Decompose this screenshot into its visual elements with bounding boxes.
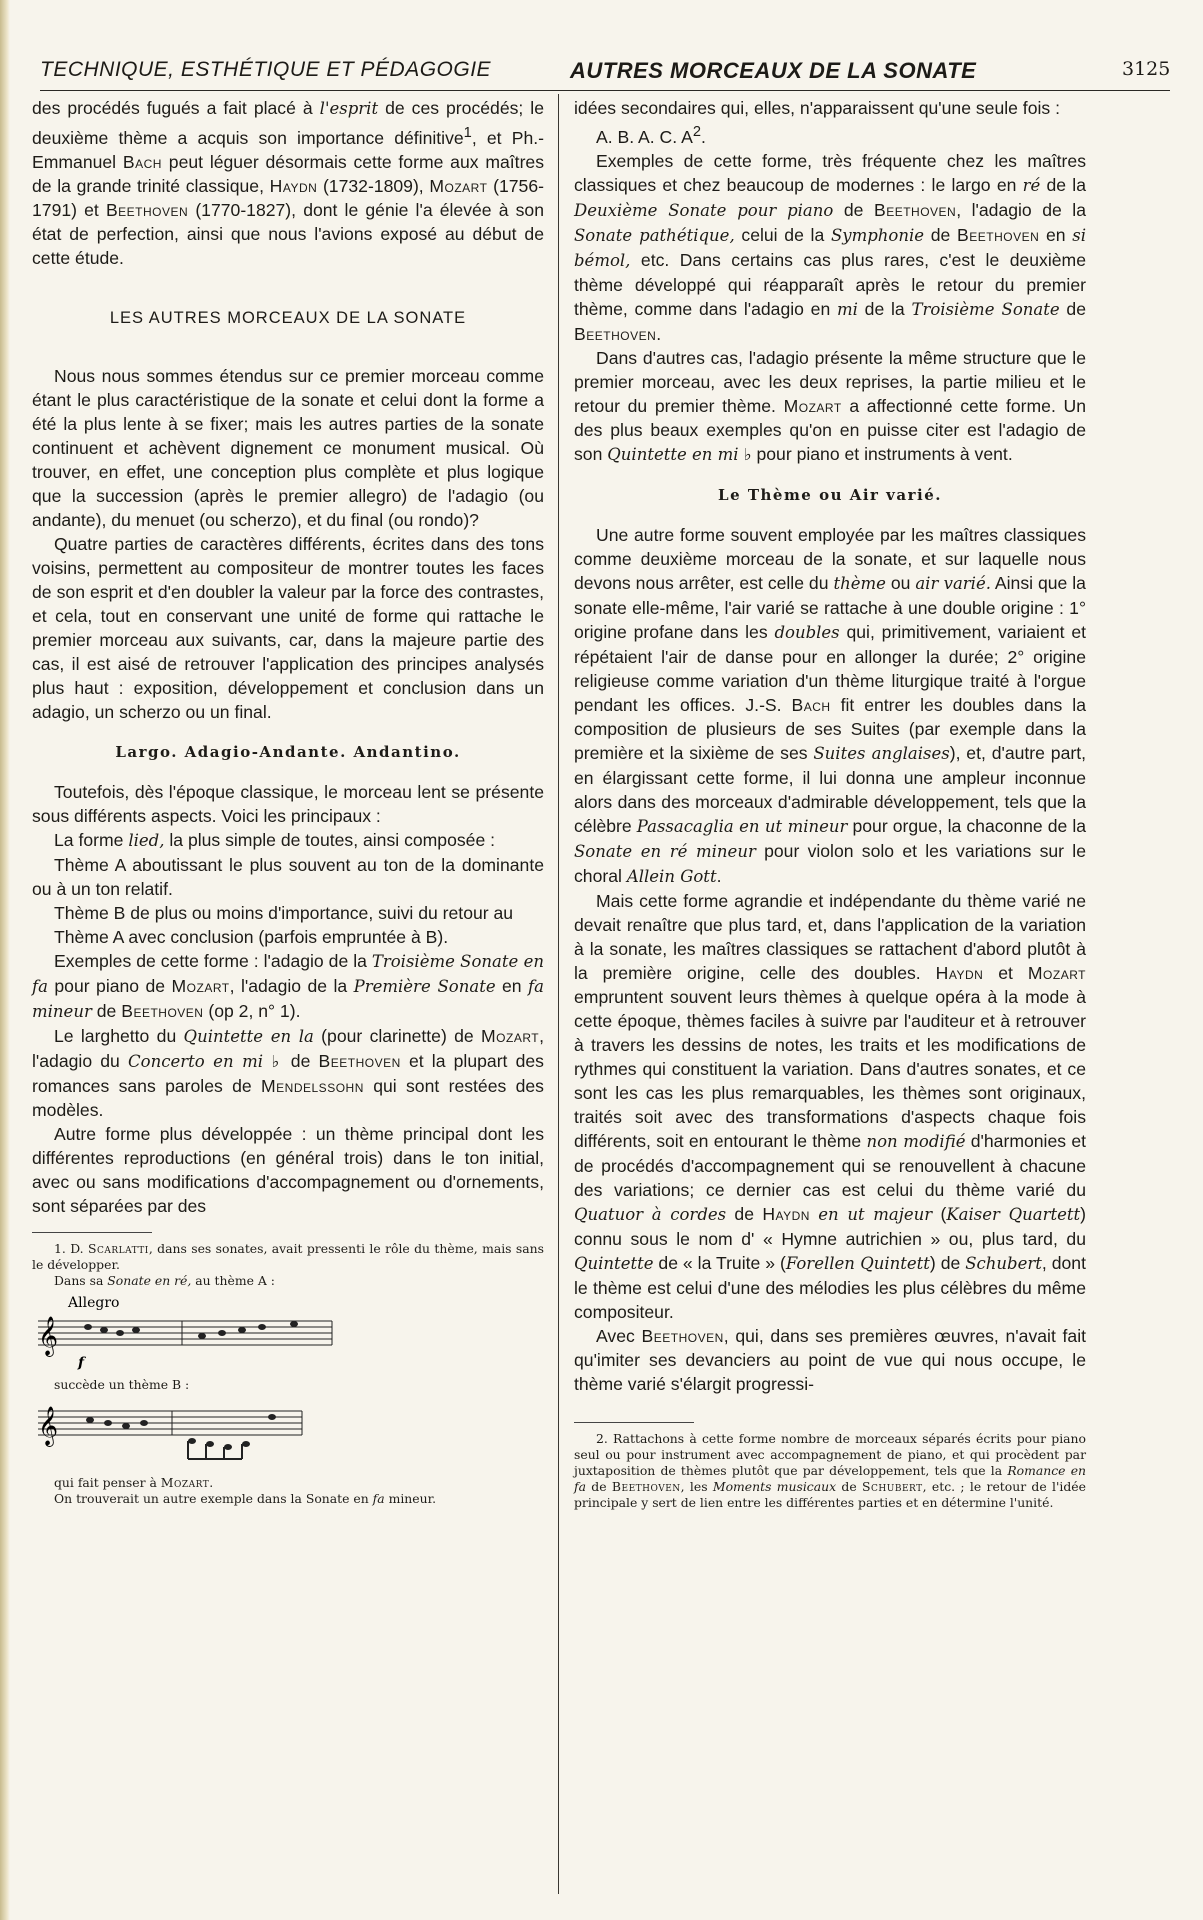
header-left-title: TECHNIQUE, ESTHÉTIQUE ET PÉDAGOGIE: [40, 58, 492, 81]
paragraph: Une autre forme souvent employée par les maîtres classiques comme deuxième morceau de la sonate, et sur laquelle nous devons nous arrêter, est celle du thème ou air varié. Ainsi que la sonate elle-même, l'air varié se rattache à une double origine : 1° origine profane dans les doubles qui, primitivement, variaient et répétaient l'air de danse pour en allonger la durée; 2° origine religieuse comme variation d'un thème liturgique traité à l'orgue pendant les offices. J.-S. Bach fit entrer les doubles dans la composition de plusieurs de ses Suites (par exemple dans la première et la sixième de ses Suites anglaises), et, d'autre part, en élargissant cette forme, il lui donna une ampleur inconnue alors dans des morceaux d'admirable développement, tels que la célèbre Passacaglia en ut mineur pour orgue, la chaconne de la Sonate en ré mineur pour violon solo et les variations sur le choral Allein Gott.: [574, 524, 1087, 886]
paragraph: Dans d'autres cas, l'adagio présente la même structure que le premier morceau, avec les deux reprises, la partie milieu et le retour du premier thème. Mozart a affectionné cette forme. Un des plus beaux exemples qu'on en puisse citer est l'adagio de son Quintette en mi ♭ pour piano et instruments à vent.: [574, 347, 1086, 464]
footnote: succède un thème B :: [54, 1376, 190, 1392]
footnote: On trouverait un autre exemple dans la Sonate en fa mineur.: [54, 1490, 437, 1506]
paragraph: La forme lied, la plus simple de toutes, ainsi composée :: [54, 829, 496, 850]
paragraph: Avec Beethoven, qui, dans ses premières œuvres, n'avait fait qu'imiter ses devanciers au point de vue qui nous occupe, le thème varié s'élargit progressi-: [574, 1325, 1087, 1394]
paragraph: Thème B de plus ou moins d'importance, suivi du retour au: [54, 902, 514, 923]
binding-edge: [0, 0, 10, 1920]
paragraph: Exemples de cette forme, très fréquente chez les maîtres classiques et chez beaucoup de modernes : le largo en ré de la Deuxième Sonate pour piano de Beethoven, l'adagio de la Sonate pathétique, celui de la Symphonie de Beethoven en si bémol, etc. Dans certains cas plus rares, c'est le deuxième thème développé qui réapparaît après le retour du premier thème, comme dans l'adagio en mi de la Troisième Sonate de Beethoven.: [574, 150, 1086, 344]
right-column: [574, 96, 1086, 1511]
footnote: qui fait penser à Mozart.: [54, 1474, 214, 1490]
footnote: Dans sa Sonate en ré, au thème A :: [54, 1272, 275, 1288]
footnote: 2. Rattachons à cette forme nombre de morceaux séparés écrits pour piano seul ou pour instrument avec accompagnement de piano, et qui procèdent par juxtaposition de thèmes plutôt que par développement, tels que la Romance en fa de Beethoven, les Moments musicaux de Schubert, etc. ; le retour de l'idée principale y sert de lien entre les différentes parties et en détermine l'unité.: [574, 1430, 1087, 1510]
dynamic-marking: f: [78, 1354, 85, 1371]
paragraph: Exemples de cette forme : l'adagio de la Troisième Sonate en fa pour piano de Mozart, l'adagio de la Première Sonate en fa mineur de Beethoven (op 2, n° 1).: [32, 950, 544, 1021]
page-number: 3125: [1122, 58, 1171, 80]
paragraph: Toutefois, dès l'époque classique, le morceau lent se présente sous différents aspects. Voici les principaux :: [32, 781, 544, 826]
tempo-marking: Allegro: [68, 1294, 120, 1311]
column-divider: [558, 94, 559, 1894]
paragraph: Quatre parties de caractères différents, écrites dans des tons voisins, permettent au compositeur de montrer toutes les faces de son esprit et d'en doubler la valeur par la force des contrastes, et cela, tout en conservant une unité de forme qui rattache le premier morceau aux suivants, car, dans la majeure partie des cas, il est aisé de retrouver l'application des principes analysés plus haut : exposition, développement et conclusion dans un adagio, un scherzo ou un final.: [32, 533, 544, 722]
subsection-title: Largo. Adagio-Andante. Andantino.: [115, 742, 461, 761]
subsection-title: Le Thème ou Air varié.: [718, 485, 942, 504]
paragraph: Thème A aboutissant le plus souvent au ton de la dominante ou à un ton relatif.: [32, 854, 544, 899]
running-header: [40, 58, 1170, 88]
header-rule: [40, 90, 1170, 91]
footnote-rule: [32, 1232, 152, 1233]
left-column: [32, 96, 544, 1507]
paragraph: Thème A avec conclusion (parfois empruntée à B).: [54, 926, 449, 947]
paragraph: Nous nous sommes étendus sur ce premier morceau comme étant le plus caractéristique de la sonate et celui dont la forme a été la plus lente à se fixer; mais les autres parties de la sonate continuent et achèvent dignement ce monument musical. Où trouver, en effet, une conception plus complète et plus logique que la succession (après le premier allegro) de l'adagio (ou andante), du menuet (ou scherzo), et du final (ou rondo)?: [32, 365, 544, 530]
paragraph: des procédés fugués a fait placé à l'esprit de ces procédés; le deuxième thème a acquis son importance définitive$^1$, et Ph.-Emmanuel Bach peut léguer désormais cette forme aux maîtres de la grande trinité classique, Haydn (1732-1809), Mozart (1756-1791) et Beethoven (1770-1827), dont le génie l'a élevée à son état de perfection, ainsi que nous l'avions exposé au début de cette étude.: [32, 98, 545, 268]
header-right-title: AUTRES MORCEAUX DE LA SONATE: [570, 58, 977, 83]
music-example-theme-a: [32, 1293, 342, 1371]
music-example-theme-b: [32, 1397, 342, 1469]
footnote: 1. D. Scarlatti, dans ses sonates, avait pressenti le rôle du thème, mais sans le développer.: [32, 1240, 544, 1272]
paragraph: Autre forme plus développée : un thème principal dont les différentes reproductions (en général trois) dans le ton initial, avec ou sans modifications d'accompagnement ou d'ornements, sont séparées par des: [32, 1123, 544, 1216]
treble-clef-icon: 𝄞: [38, 1315, 59, 1356]
paragraph: A. B. A. C. $A^2$.: [596, 124, 706, 147]
section-title: LES AUTRES MORCEAUX DE LA SONATE: [109, 308, 467, 327]
paragraph: idées secondaires qui, elles, n'apparaissent qu'une seule fois :: [574, 98, 1060, 118]
footnote-rule: [574, 1422, 694, 1423]
paragraph: Mais cette forme agrandie et indépendante du thème varié ne devait renaître que plus tard, et, dans l'application de la variation à la sonate, les maîtres classiques se rattachent d'abord plutôt à la première origine, celle des doubles. Haydn et Mozart empruntent souvent leurs thèmes à quelque opéra à la mode à cette époque, thèmes faciles à suivre par l'auditeur et à retrouver à travers les dessins de notes, les traits et les modifications de rythmes qui constituent la variation. Dans d'autres sonates, et ce sont les cas les plus remarquables, les thèmes sont originaux, traités soit avec des transformations d'aspects chaque fois différents, soit en entourant le thème non modifié d'harmonies et de procédés d'accompagnement qui se renouvellent à chacune des variations; ce dernier cas est celui du thème varié du Quatuor à cordes de Haydn en ut majeur (Kaiser Quartett) connu sous le nom d' « Hymne autrichien » ou, plus tard, du Quintette de « la Truite » (Forellen Quintett) de Schubert, dont le thème est celui d'une des mélodies les plus célèbres du même compositeur.: [574, 890, 1086, 1322]
paragraph: Le larghetto du Quintette en la (pour clarinette) de Mozart, l'adagio du Concerto en mi ♭ de Beethoven et la plupart des romances sans paroles de Mendelssohn qui sont restées des modèles.: [32, 1025, 544, 1120]
treble-clef-icon: 𝄞: [38, 1405, 59, 1446]
